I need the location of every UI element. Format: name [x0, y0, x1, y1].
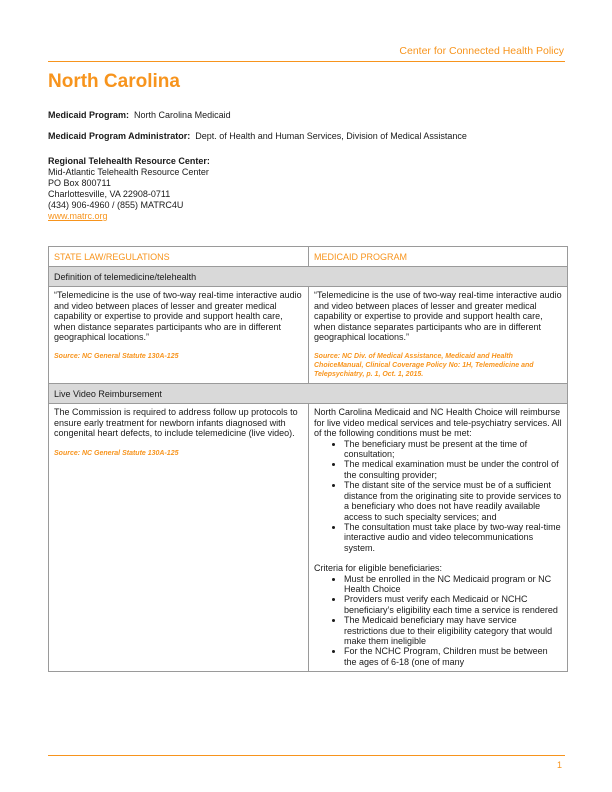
- section-title-definition: Definition of telemedicine/telehealth: [49, 267, 567, 286]
- criteria-list: [314, 574, 562, 668]
- live-video-law-source: Source: NC General Statute 130A-125: [54, 449, 179, 457]
- live-video-medicaid-cell: [308, 404, 567, 671]
- section-row-live-video: [49, 384, 567, 404]
- header-divider: [48, 61, 565, 62]
- rtrc-link[interactable]: www.matrc.org: [48, 211, 108, 221]
- administrator-label: Medicaid Program Administrator:: [48, 131, 191, 141]
- rtrc-phone: (434) 906-4960 / (855) MATRC4U: [48, 200, 184, 210]
- rtrc-address-2: Charlottesville, VA 22908-0711: [48, 189, 171, 199]
- program-line: [48, 110, 231, 121]
- col-header-state-law: STATE LAW/REGULATIONS: [54, 252, 170, 262]
- live-video-law-cell: [49, 404, 308, 671]
- list-item: • The medical examination must be under the control of the consulting provider;: [344, 459, 562, 480]
- list-item: • The Medicaid beneficiary may have service restrictions due to their eligibility category that would make them ineligible: [344, 615, 562, 646]
- list-item: • Providers must verify each Medicaid or NCHC beneficiary’s eligibility each time a service is rendered: [344, 594, 562, 615]
- section-title-live-video: Live Video Reimbursement: [49, 384, 567, 403]
- definition-law-cell: [49, 287, 308, 383]
- rtrc-name: Mid-Atlantic Telehealth Resource Center: [48, 167, 209, 177]
- definition-medicaid-source: Source: NC Div. of Medical Assistance, Medicaid and Health ChoiceManual, Clinical Coverage Policy No: 1H, Telemedicine and Telepsychiatry, p. 1, Oct. 1, 2015.: [314, 353, 534, 379]
- definition-medicaid-cell: [308, 287, 567, 383]
- page-number: 1: [556, 760, 562, 770]
- conditions-list: [314, 439, 562, 553]
- list-item: • For the NCHC Program, Children must be between the ages of 6-18 (one of many: [344, 646, 562, 667]
- administrator-value: Dept. of Health and Human Services, Division of Medical Assistance: [195, 131, 467, 141]
- rtrc-label: Regional Telehealth Resource Center:: [48, 156, 210, 166]
- table-row: [49, 404, 567, 671]
- administrator-line: [48, 131, 467, 142]
- list-item: • The distant site of the service must be of a sufficient distance from the originating site to provide services to a beneficiary who does not have readily available access to such specialty services; and: [344, 480, 562, 522]
- org-name: Center for Connected Health Policy: [399, 45, 564, 57]
- footer-divider: [48, 755, 565, 756]
- live-video-law-text: The Commission is required to address follow up protocols to ensure early treatment for newborn infants diagnosed with congenital heart defects, to include telemedicine (live video).: [54, 407, 298, 439]
- section-row-definition: [49, 267, 567, 287]
- program-value: North Carolina Medicaid: [134, 110, 231, 120]
- policy-table: [48, 246, 568, 672]
- page-title: North Carolina: [48, 71, 180, 92]
- program-label: Medicaid Program:: [48, 110, 130, 120]
- list-item: • The consultation must take place by two-way real-time interactive audio and video telecommunications system.: [344, 522, 562, 553]
- list-item: • The beneficiary must be present at the time of consultation;: [344, 439, 562, 460]
- definition-medicaid-text: “Telemedicine is the use of two-way real-time interactive audio and video between places of lesser and greater medical capability or expertise to provide and support health care, when distance separates participants who are in different geographical locations.”: [314, 290, 562, 343]
- table-row: [49, 287, 567, 384]
- table-header-row: [49, 247, 567, 267]
- list-item: • Must be enrolled in the NC Medicaid program or NC Health Choice: [344, 574, 562, 595]
- definition-law-source: Source: NC General Statute 130A-125: [54, 353, 179, 361]
- col-header-medicaid: MEDICAID PROGRAM: [308, 247, 567, 266]
- definition-law-text: “Telemedicine is the use of two-way real-time interactive audio and video between places of lesser and greater medical capability or expertise to provide and support health care, when distance separates participants who are in different geographical locations.”: [54, 290, 302, 343]
- criteria-intro: Criteria for eligible beneficiaries:: [314, 563, 443, 574]
- rtrc-block: [48, 156, 210, 222]
- rtrc-address-1: PO Box 800711: [48, 178, 111, 188]
- live-video-medicaid-intro: North Carolina Medicaid and NC Health Choice will reimburse for live video medical services and tele-psychiatry services. All of the following conditions must be met:: [314, 407, 562, 439]
